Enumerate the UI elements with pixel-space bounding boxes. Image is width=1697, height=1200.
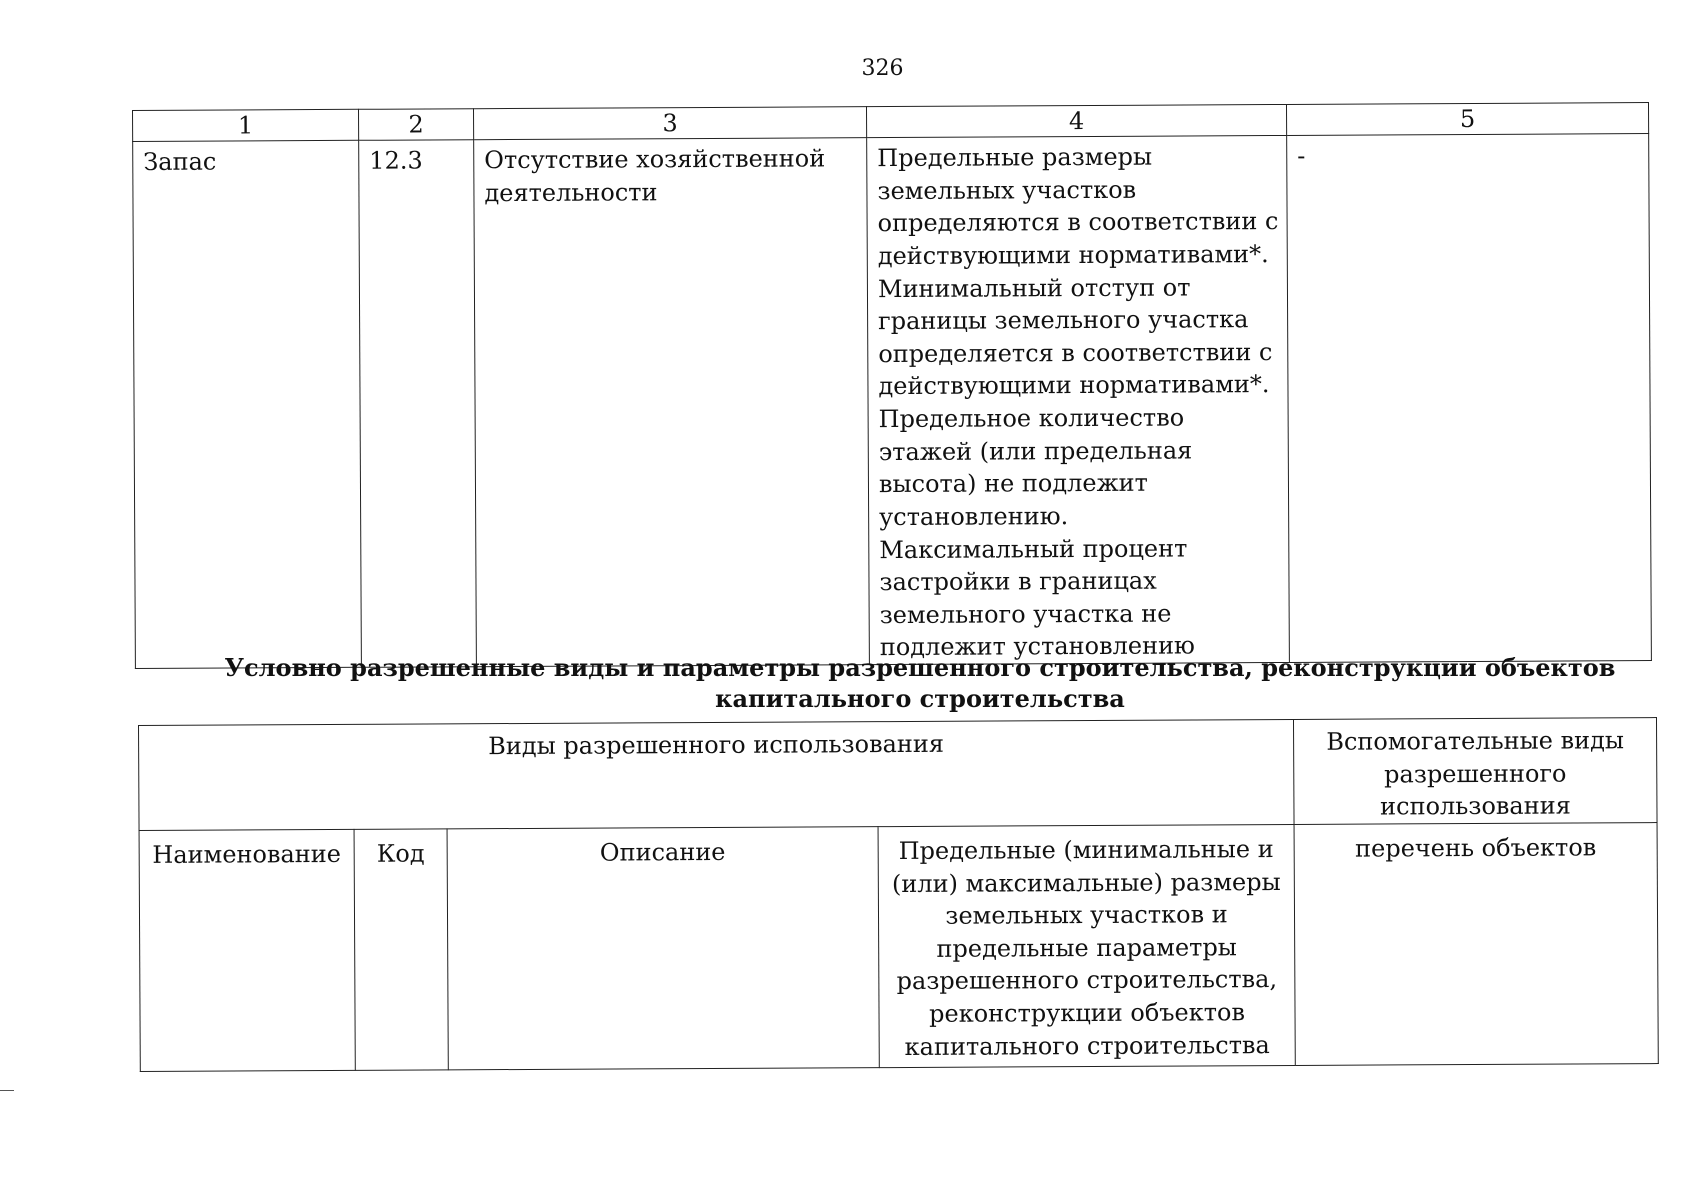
use-description-cell: Отсутствие хозяйственной деятельности [474,138,870,667]
scan-edge-mark [0,1090,14,1091]
group-header-row [139,718,1658,831]
column-number-2: 2 [358,109,473,141]
parameter-paragraph: Максимальный процент застройки в границах земельного участка не подлежит установлению [879,533,1195,662]
table-row [133,134,1652,669]
use-name-cell: Запас [133,140,362,668]
objects-column-header: перечень объектов [1294,822,1658,1065]
parameter-paragraph: Минимальный отступ от границы земельного участка определяется в соответствии с действующими нормативами*. [877,272,1273,401]
code-column-header: Код [354,829,448,1070]
column-header-row [139,822,1658,1071]
use-code-cell: 12.3 [359,140,477,668]
section-title: Условно разрешенные виды и параметры разрешенного строительства, реконструкции объектов капитального строительства [224,653,1616,714]
auxiliary-uses-group-header: Вспомогательные виды разрешенного использования [1294,718,1658,825]
auxiliary-uses-cell: - [1287,134,1652,663]
name-column-header: Наименование [139,829,355,1071]
conditional-uses-table [138,717,1659,1072]
column-number-3: 3 [473,107,866,140]
page-number: 326 [861,56,904,81]
parameters-column-header: Предельные (минимальные и (или) максимальные) размеры земельных участков и предельные параметры разрешенного строительства, реконструкции объектов капитального строительства [878,824,1295,1067]
permitted-uses-table [132,102,1652,669]
parameter-paragraph: Предельные размеры земельных участков определяются в соответствии с действующими нормативами*. [877,142,1279,270]
column-number-5: 5 [1286,103,1648,136]
use-parameters-cell [867,135,1290,664]
description-column-header: Описание [447,827,879,1070]
permitted-uses-group-header: Виды разрешенного использования [139,719,1295,830]
column-number-1: 1 [133,109,359,141]
column-number-4: 4 [866,104,1286,137]
parameter-paragraph: Предельное количество этажей (или предельная высота) не подлежит установлению. [878,403,1193,531]
